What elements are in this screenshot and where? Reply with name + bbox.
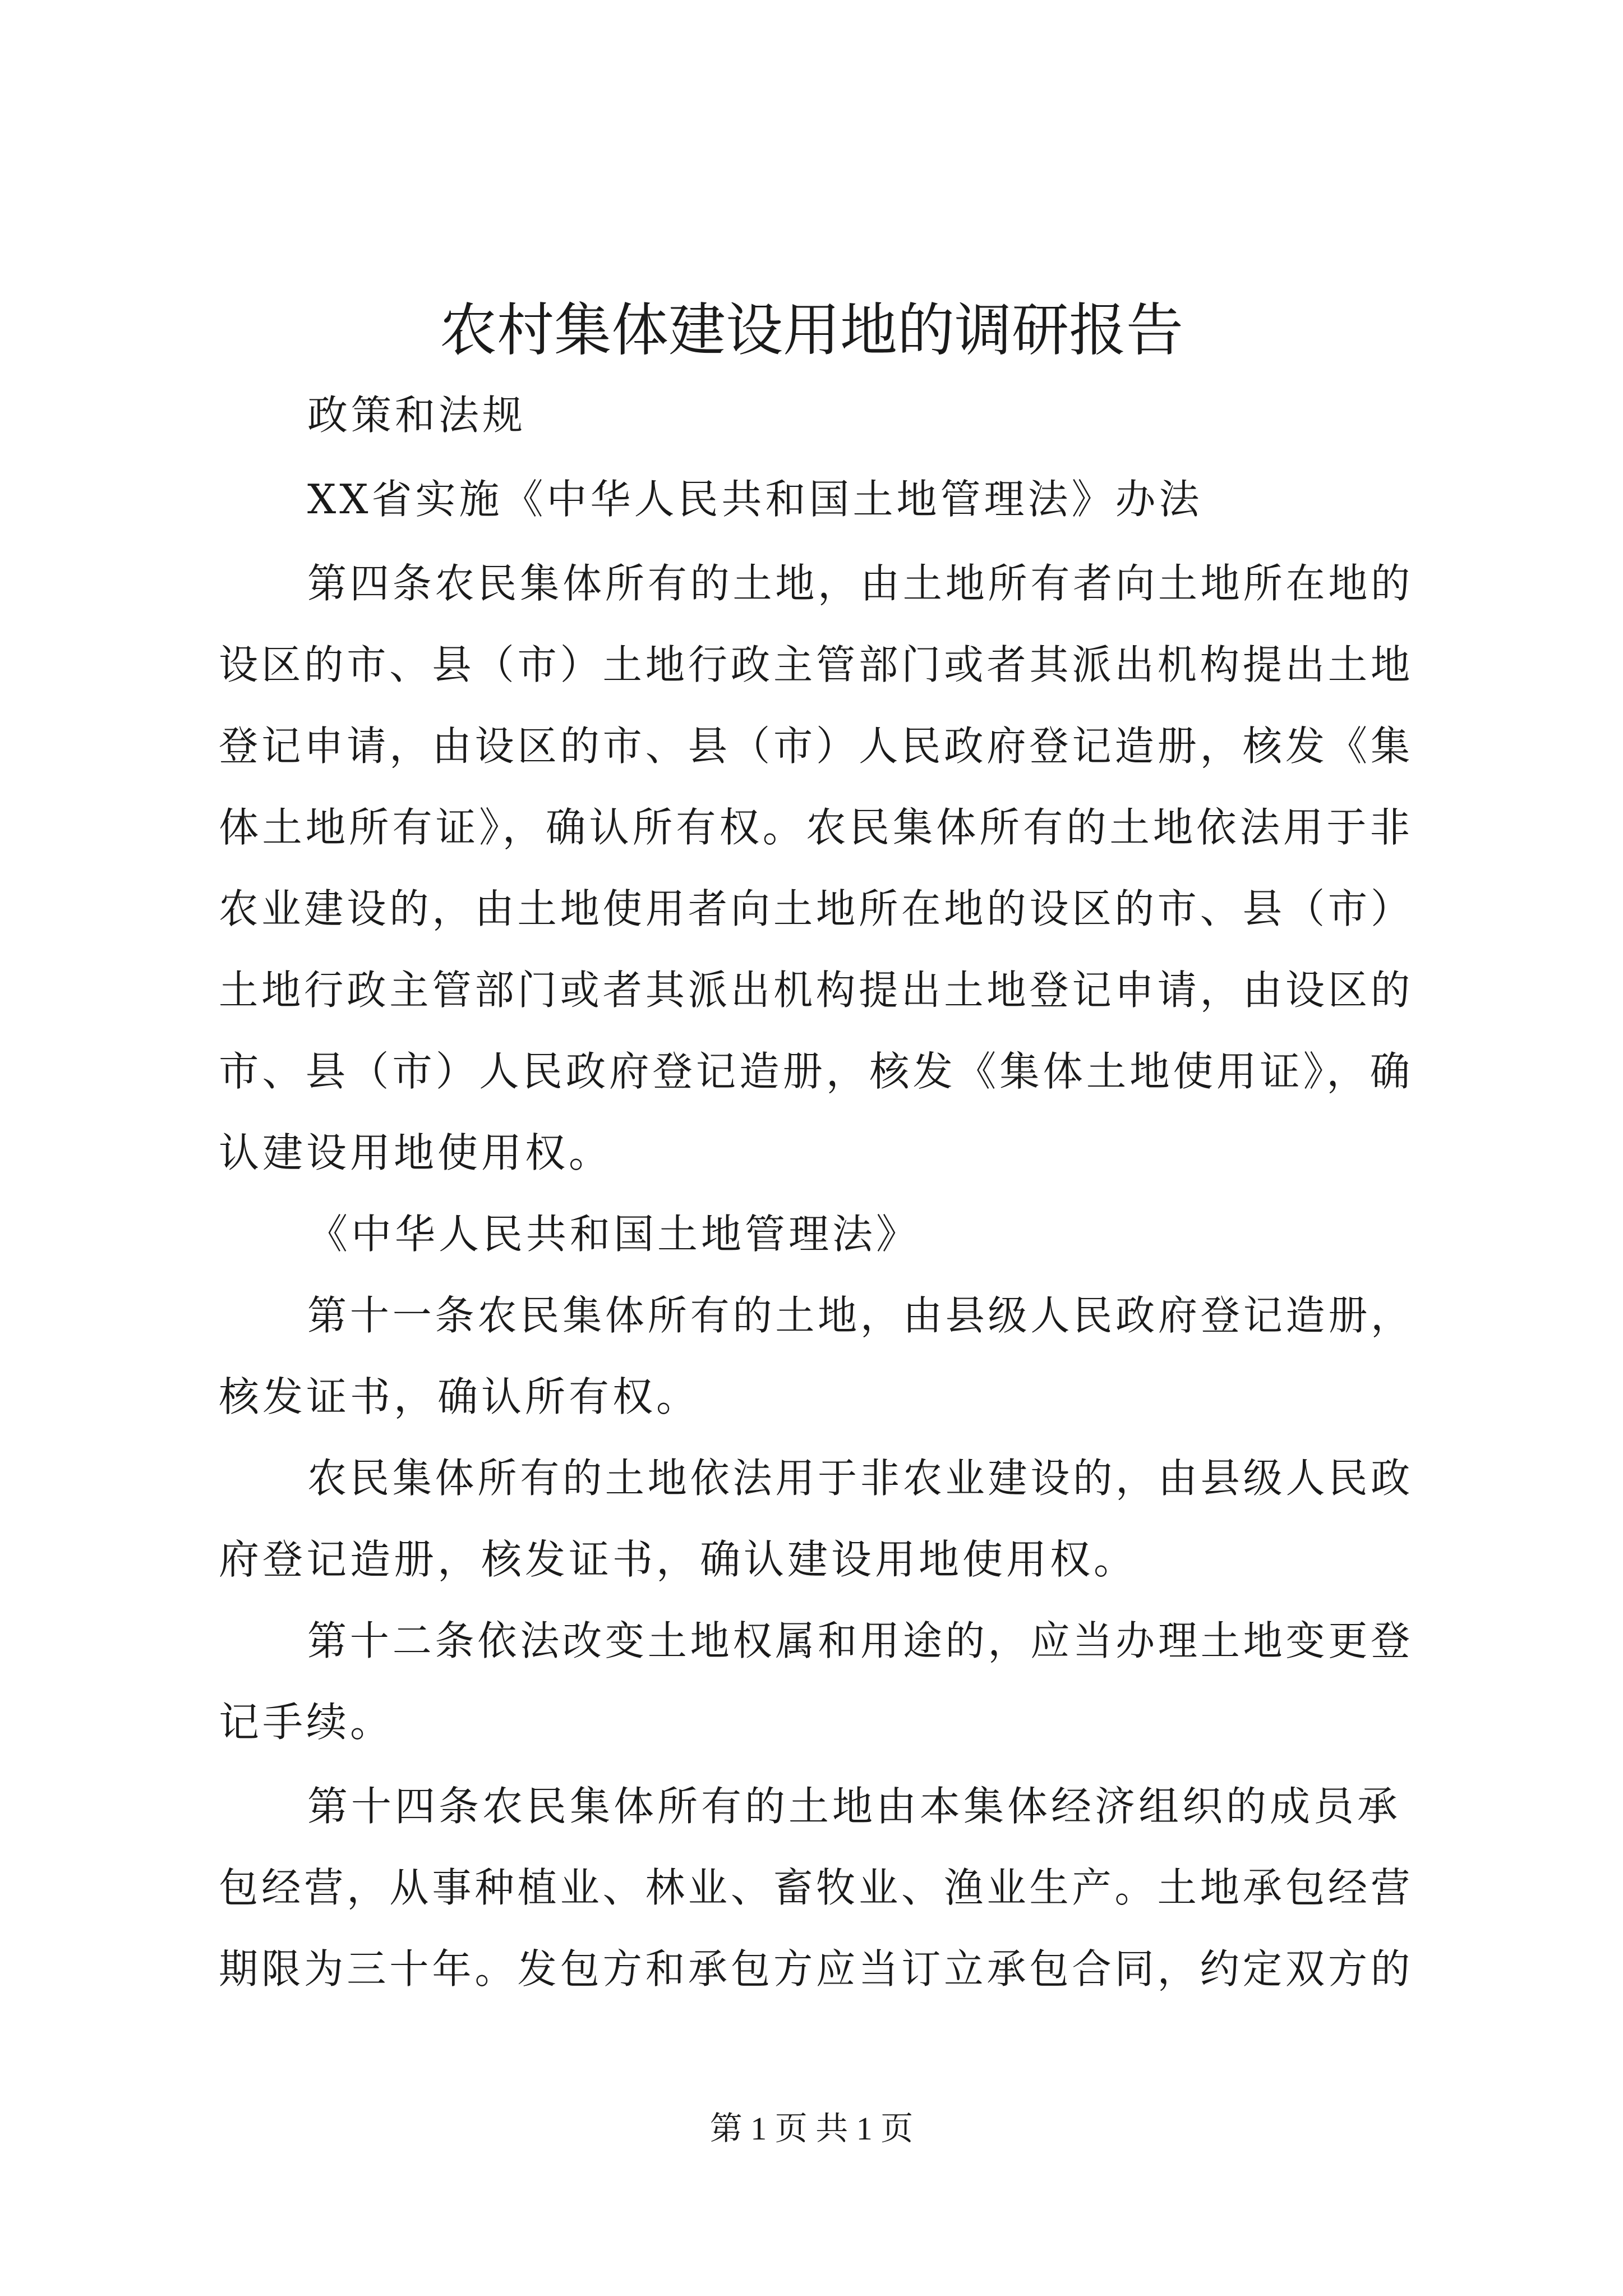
- body-line: 期限为三十年。发包方和承包方应当订立承包合同，约定双方的: [219, 1945, 1414, 1993]
- body-line: 设区的市、县（市）土地行政主管部门或者其派出机构提出土地: [219, 641, 1414, 688]
- body-line: 记手续。: [219, 1699, 394, 1746]
- body-line: XX省实施《中华人民共和国土地管理法》办法: [307, 476, 1203, 523]
- body-line: 第四条农民集体所有的土地，由土地所有者向土地所在地的: [307, 560, 1414, 607]
- body-line: 《中华人民共和国土地管理法》: [307, 1211, 920, 1258]
- body-line: 农业建设的，由土地使用者向土地所在地的设区的市、县（市）: [219, 885, 1414, 932]
- body-line: 第十四条农民集体所有的土地由本集体经济组织的成员承: [307, 1783, 1401, 1830]
- body-line: 认建设用地使用权。: [219, 1129, 613, 1176]
- body-line: 登记申请，由设区的市、县（市）人民政府登记造册，核发《集: [219, 723, 1414, 770]
- body-line: 府登记造册，核发证书，确认建设用地使用权。: [219, 1536, 1138, 1583]
- document-title: 农村集体建设用地的调研报告: [440, 297, 1183, 364]
- body-line: 第十一条农民集体所有的土地，由县级人民政府登记造册，: [307, 1292, 1414, 1339]
- body-line: 第十二条依法改变土地权属和用途的，应当办理土地变更登: [307, 1617, 1414, 1664]
- body-line: 包经营，从事种植业、林业、畜牧业、渔业生产。土地承包经营: [219, 1864, 1414, 1911]
- body-line: 政策和法规: [307, 392, 527, 439]
- body-line: 核发证书，确认所有权。: [219, 1373, 700, 1420]
- page-number-footer: 第 1 页 共 1 页: [709, 2110, 914, 2147]
- body-line: 市、县（市）人民政府登记造册，核发《集体土地使用证》，确: [219, 1048, 1413, 1095]
- body-line: 土地行政主管部门或者其派出机构提出土地登记申请，由设区的: [219, 967, 1414, 1014]
- body-line: 体土地所有证》，确认所有权。农民集体所有的土地依法用于非: [219, 804, 1413, 851]
- body-line: 农民集体所有的土地依法用于非农业建设的，由县级人民政: [307, 1455, 1414, 1502]
